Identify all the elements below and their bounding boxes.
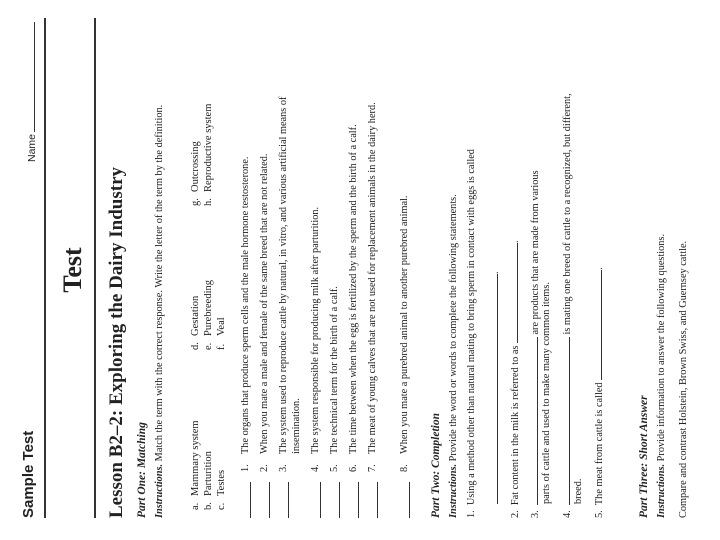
- part-one-instructions-text: Match the term with the correct response. Write the letter of the term by the definition.: [154, 104, 165, 462]
- part-three-instructions: [655, 28, 668, 518]
- completion-question-2: 2. Fat content in the milk is referred to as .: [510, 240, 521, 518]
- matching-choices: [190, 18, 232, 518]
- answer-blank[interactable]: [358, 482, 359, 518]
- choice-b: b.Parturition: [203, 451, 214, 510]
- answer-blank[interactable]: [377, 482, 378, 518]
- part-two-instructions: [447, 28, 460, 518]
- sample-test-header: Sample Test: [20, 430, 37, 518]
- answer-blank[interactable]: [269, 482, 270, 518]
- part-three-instructions-text: Provide information to answer the following questions.: [656, 233, 667, 462]
- name-field: [24, 22, 38, 162]
- completion-question-2-blank[interactable]: [508, 243, 518, 343]
- choice-c: c.Testes: [216, 469, 227, 510]
- part-one-instructions-label: Instructions.: [154, 463, 165, 518]
- completion-questions: [466, 18, 616, 518]
- part-two-instructions-label: Instructions.: [448, 463, 459, 518]
- answer-blank[interactable]: [288, 482, 289, 518]
- choices-col-2: [190, 280, 229, 350]
- completion-question-1-blank[interactable]: .: [488, 271, 501, 504]
- completion-question-4: 4. is mating one breed of cattle to a recognized, but different,: [562, 93, 573, 518]
- choices-col-1: [190, 420, 229, 510]
- matching-questions: 1. The organs that produce sperm cells and the male hormone testosterone. 2. When you mate a male and female of the same breed that are not related. 3. The system used to reproduce cattle by natural, in vitro, and various artificial means of insemination. 4. The system responsible for producing milk after parturition. 5. The technical term for the birth of a calf. 6. The time between when the egg is fertilized by the sperm and the birth of a calf. 7. The meat of young calves that are not used for replacement animals in the dairy herd. 8. When you mate a purebred animal to another purebred animal.: [240, 18, 420, 518]
- choice-d: d.Gestation: [190, 295, 201, 350]
- completion-question-1: 1. Using a method other than natural mating to bring sperm in contact with eggs is called: [466, 149, 477, 518]
- header-rule: [44, 18, 46, 518]
- choice-h: h.Reproductive system: [203, 103, 214, 206]
- completion-question-3-cont: parts of cattle and used to make many common items.: [541, 282, 552, 504]
- completion-question-4-blank[interactable]: [560, 337, 570, 505]
- part-one-instructions: [153, 28, 166, 518]
- part-one-heading: Part One: Matching: [136, 422, 148, 518]
- answer-blank[interactable]: [250, 482, 251, 518]
- answer-blank[interactable]: [320, 482, 321, 518]
- completion-question-3-blank[interactable]: [528, 337, 538, 505]
- completion-question-4-cont: breed.: [573, 478, 584, 504]
- part-three-heading: Part Three: Short Answer: [638, 395, 650, 518]
- choice-f: f.Veal: [216, 317, 227, 350]
- name-label: Name: [26, 133, 38, 162]
- choices-col-3: [190, 104, 216, 206]
- choice-e: e.Purebreeding: [203, 280, 214, 350]
- choice-g: g.Outcrossing: [190, 141, 201, 206]
- answer-blank[interactable]: [409, 482, 410, 518]
- title-rule: [94, 18, 96, 518]
- completion-question-3: 3. are products that are made from various: [530, 170, 541, 518]
- part-two-instructions-text: Provide the word or words to complete the following statements.: [448, 194, 459, 462]
- part-three-instructions-label: Instructions.: [656, 463, 667, 518]
- answer-blank[interactable]: [339, 482, 340, 518]
- part-two-heading: Part Two: Completion: [430, 413, 442, 518]
- name-line[interactable]: [24, 22, 35, 132]
- short-answer-question-1: Compare and contrast Holstein, Brown Swiss, and Guernsey cattle.: [678, 240, 689, 518]
- completion-question-5-blank[interactable]: [592, 270, 602, 380]
- lesson-title: Lesson B2–2: Exploring the Dairy Industry: [106, 166, 127, 518]
- choice-a: a.Mammary system: [190, 420, 201, 510]
- page-title: Test: [58, 247, 87, 293]
- completion-question-5: 5. The meat from cattle is called .: [594, 267, 605, 518]
